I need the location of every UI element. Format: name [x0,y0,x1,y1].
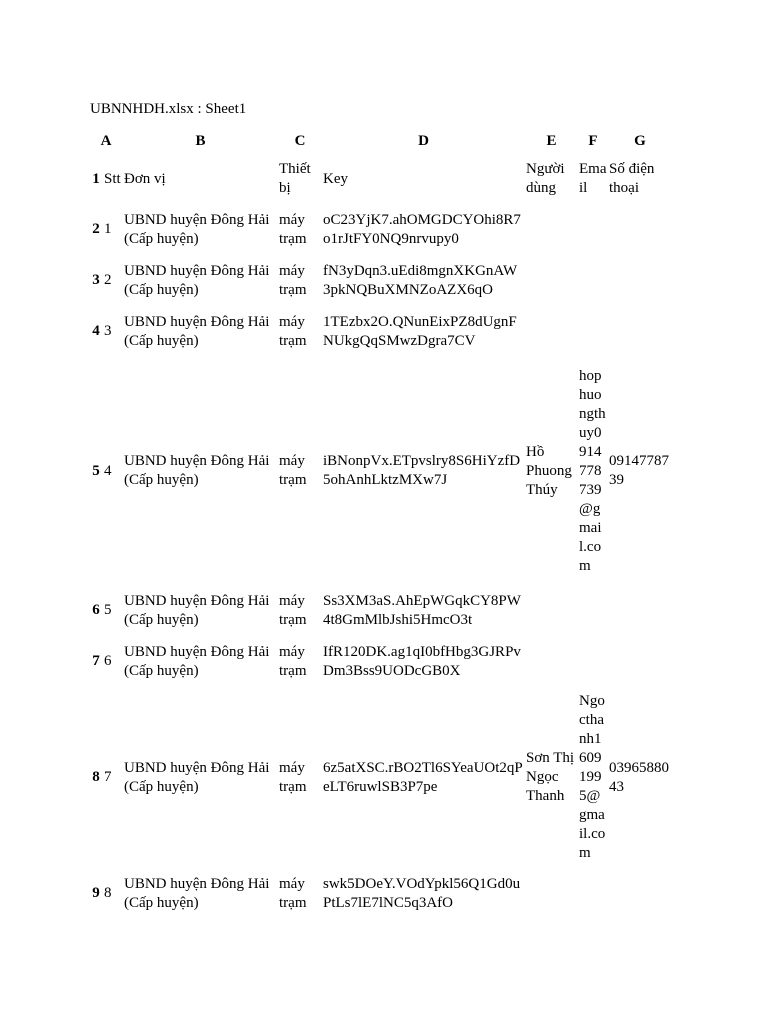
cell-nguoi-dung[interactable] [525,585,578,636]
sheet-title: UBNNHDH.xlsx : Sheet1 [90,101,247,117]
row-number[interactable]: 6 [92,602,100,618]
header-cell-key[interactable]: Key [323,170,348,187]
cell-key[interactable]: iBNonpVx.ETpvslry8S6HiYzfD5ohAnhLktzMXw7J [323,453,521,488]
table-row [89,585,672,636]
cell-sdt[interactable] [608,636,672,687]
cell-don-vi[interactable]: UBND huyện Đông Hải (Cấp huyện) [124,759,270,795]
cell-thiet-bi[interactable]: máy trạm [279,262,307,298]
cell-stt[interactable]: 2 [104,272,112,288]
row-number[interactable]: 5 [92,462,100,479]
column-header-b[interactable]: B [195,132,206,149]
cell-nguoi-dung[interactable] [525,636,578,687]
column-header-row [89,128,672,154]
cell-stt[interactable]: 5 [104,602,112,618]
row-number[interactable]: 8 [92,769,100,785]
cell-stt[interactable]: 3 [104,323,112,339]
cell-stt[interactable]: 7 [104,769,112,785]
cell-don-vi[interactable]: UBND huyện Đông Hải (Cấp huyện) [124,643,270,679]
cell-email[interactable]: Ngocthanh16091995@gmail.com [579,693,606,861]
table-row [89,687,672,868]
row-number[interactable]: 2 [92,221,100,237]
row-number[interactable]: 1 [92,170,100,187]
cell-key[interactable]: 6z5atXSC.rBO2Tl6SYeaUOt2qPeLT6ruwlSB3P7pe [323,759,523,795]
row-number[interactable]: 9 [92,885,100,901]
cell-don-vi[interactable]: UBND huyện Đông Hải (Cấp huyện) [124,262,270,298]
cell-thiet-bi[interactable]: máy trạm [279,211,307,247]
cell-email[interactable] [578,585,608,636]
cell-key[interactable]: 1TEzbx2O.QNunEixPZ8dUgnFNUkgQqSMwzDgra7CV [323,313,517,349]
table-row [89,255,672,306]
row-number[interactable]: 7 [92,653,100,669]
cell-sdt[interactable] [608,255,672,306]
table-row [89,204,672,255]
cell-nguoi-dung[interactable] [525,306,578,357]
cell-don-vi[interactable]: UBND huyện Đông Hải (Cấp huyện) [124,592,270,628]
cell-email[interactable]: hophuongthuy0914778739@gmail.com [579,367,606,574]
cell-thiet-bi[interactable]: máy trạm [279,759,307,795]
cell-email[interactable] [578,868,608,919]
cell-thiet-bi[interactable]: máy trạm [279,643,307,679]
header-cell-email[interactable]: Email [579,161,607,196]
cell-don-vi[interactable]: UBND huyện Đông Hải (Cấp huyện) [124,211,270,247]
column-header-g[interactable]: G [634,132,646,149]
cell-sdt[interactable] [608,585,672,636]
cell-thiet-bi[interactable]: máy trạm [279,453,307,488]
cell-key[interactable]: oC23YjK7.ahOMGDCYOhi8R7o1rJtFY0NQ9nrvupy0 [323,211,521,247]
column-header-c[interactable]: C [294,132,306,149]
cell-nguoi-dung[interactable] [525,204,578,255]
table-row [89,357,672,585]
header-cell-stt[interactable]: Stt [104,170,121,187]
cell-nguoi-dung[interactable] [525,255,578,306]
cell-nguoi-dung[interactable] [525,868,578,919]
cell-nguoi-dung[interactable]: Sơn Thị Ngọc Thanh [526,750,575,804]
header-cell-thiet-bi[interactable]: Thiết bị [279,161,311,196]
cell-stt[interactable]: 6 [104,653,112,669]
cell-email[interactable] [578,636,608,687]
table-row [89,306,672,357]
cell-stt[interactable]: 4 [104,462,112,479]
cell-thiet-bi[interactable]: máy trạm [279,875,307,911]
cell-key[interactable]: Ss3XM3aS.AhEpWGqkCY8PW4t8GmMlbJshi5HmcO3t [323,592,521,628]
cell-stt[interactable]: 1 [104,221,112,237]
cell-key[interactable]: swk5DOeY.VOdYpkl56Q1Gd0uPtLs7lE7lNC5q3AfO [323,875,521,911]
cell-stt[interactable]: 8 [104,885,112,901]
row-number[interactable]: 4 [92,323,100,339]
row-number[interactable]: 3 [92,272,100,288]
cell-thiet-bi[interactable]: máy trạm [279,592,307,628]
cell-sdt[interactable]: 0914778739 [609,453,669,488]
header-cell-so-dien-thoai[interactable]: Số điện thoại [609,161,655,196]
cell-sdt[interactable] [608,868,672,919]
cell-sdt[interactable]: 0396588043 [609,759,669,795]
cell-don-vi[interactable]: UBND huyện Đông Hải (Cấp huyện) [124,453,270,488]
table-row [89,636,672,687]
column-header-a[interactable]: A [100,132,112,149]
cell-don-vi[interactable]: UBND huyện Đông Hải (Cấp huyện) [124,875,270,911]
cell-thiet-bi[interactable]: máy trạm [279,313,307,349]
cell-email[interactable] [578,306,608,357]
column-header-e[interactable]: E [546,132,557,149]
table-row [89,868,672,919]
header-cell-don-vi[interactable]: Đơn vị [124,170,166,187]
column-header-d[interactable]: D [418,132,429,149]
cell-email[interactable] [578,204,608,255]
cell-nguoi-dung[interactable]: Hồ Phuong Thúy [526,443,572,498]
cell-don-vi[interactable]: UBND huyện Đông Hải (Cấp huyện) [124,313,270,349]
cell-key[interactable]: IfR120DK.ag1qI0bfHbg3GJRPvDm3Bss9UODcGB0X [323,643,521,679]
cell-sdt[interactable] [608,204,672,255]
cell-sdt[interactable] [608,306,672,357]
spreadsheet-table [89,128,672,919]
header-cell-nguoi-dung[interactable]: Người dùng [526,161,565,196]
cell-email[interactable] [578,255,608,306]
cell-key[interactable]: fN3yDqn3.uEdi8mgnXKGnAW3pkNQBuXMNZoAZX6qO [323,262,518,298]
table-header-row [89,154,672,204]
column-header-f[interactable]: F [588,132,598,149]
